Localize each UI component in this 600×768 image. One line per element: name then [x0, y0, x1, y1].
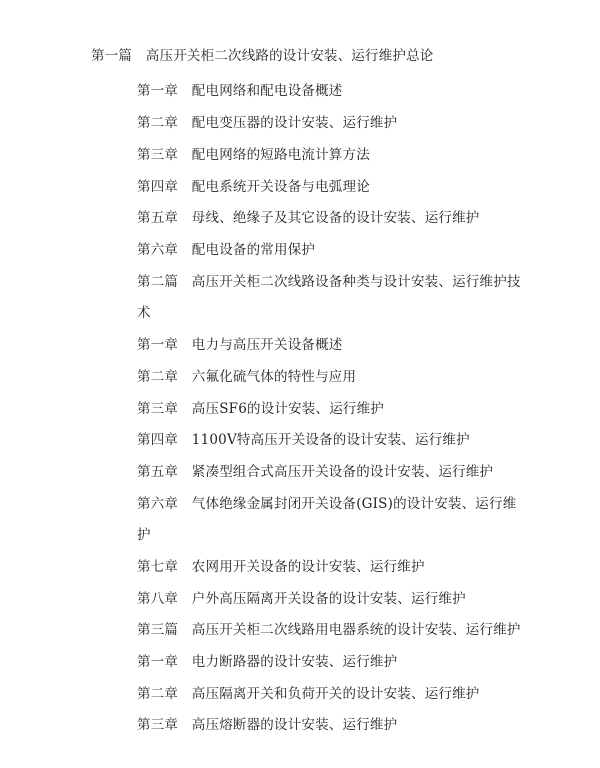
part-1-heading: 第一篇 高压开关柜二次线路的设计安装、运行维护总论 [91, 48, 434, 64]
part-2-heading-continuation: 术 [137, 305, 151, 321]
toc-entry: 第一章 电力与高压开关设备概述 [137, 337, 343, 353]
toc-entry: 第六章 配电设备的常用保护 [137, 242, 316, 258]
part-3-heading: 第三篇 高压开关柜二次线路用电器系统的设计安装、运行维护 [137, 622, 521, 638]
toc-entry: 第一章 电力断路器的设计安装、运行维护 [137, 654, 398, 670]
toc-entry: 第二章 六氟化硫气体的特性与应用 [137, 369, 357, 385]
toc-entry: 第二章 配电变压器的设计安装、运行维护 [137, 115, 398, 131]
toc-entry: 第三章 配电网络的短路电流计算方法 [137, 147, 370, 163]
toc-entry: 第三章 高压熔断器的设计安装、运行维护 [137, 717, 398, 733]
toc-entry: 第四章 1100V特高压开关设备的设计安装、运行维护 [137, 432, 470, 448]
toc-entry: 第一章 配电网络和配电设备概述 [137, 83, 343, 99]
toc-entry: 第五章 母线、绝缘子及其它设备的设计安装、运行维护 [137, 210, 480, 226]
toc-entry: 第四章 配电系统开关设备与电弧理论 [137, 179, 370, 195]
part-2-heading: 第二篇 高压开关柜二次线路设备种类与设计安装、运行维护技 [137, 274, 521, 290]
toc-entry: 第六章 气体绝缘金属封闭开关设备(GIS)的设计安装、运行维 [137, 496, 517, 512]
toc-entry: 第八章 户外高压隔离开关设备的设计安装、运行维护 [137, 591, 466, 607]
toc-entry: 第七章 农网用开关设备的设计安装、运行维护 [137, 559, 425, 575]
toc-entry: 第二章 高压隔离开关和负荷开关的设计安装、运行维护 [137, 686, 480, 702]
toc-entry-continuation: 护 [137, 527, 151, 543]
toc-entry: 第五章 紧凑型组合式高压开关设备的设计安装、运行维护 [137, 464, 494, 480]
toc-entry: 第三章 高压SF6的设计安装、运行维护 [137, 401, 385, 417]
